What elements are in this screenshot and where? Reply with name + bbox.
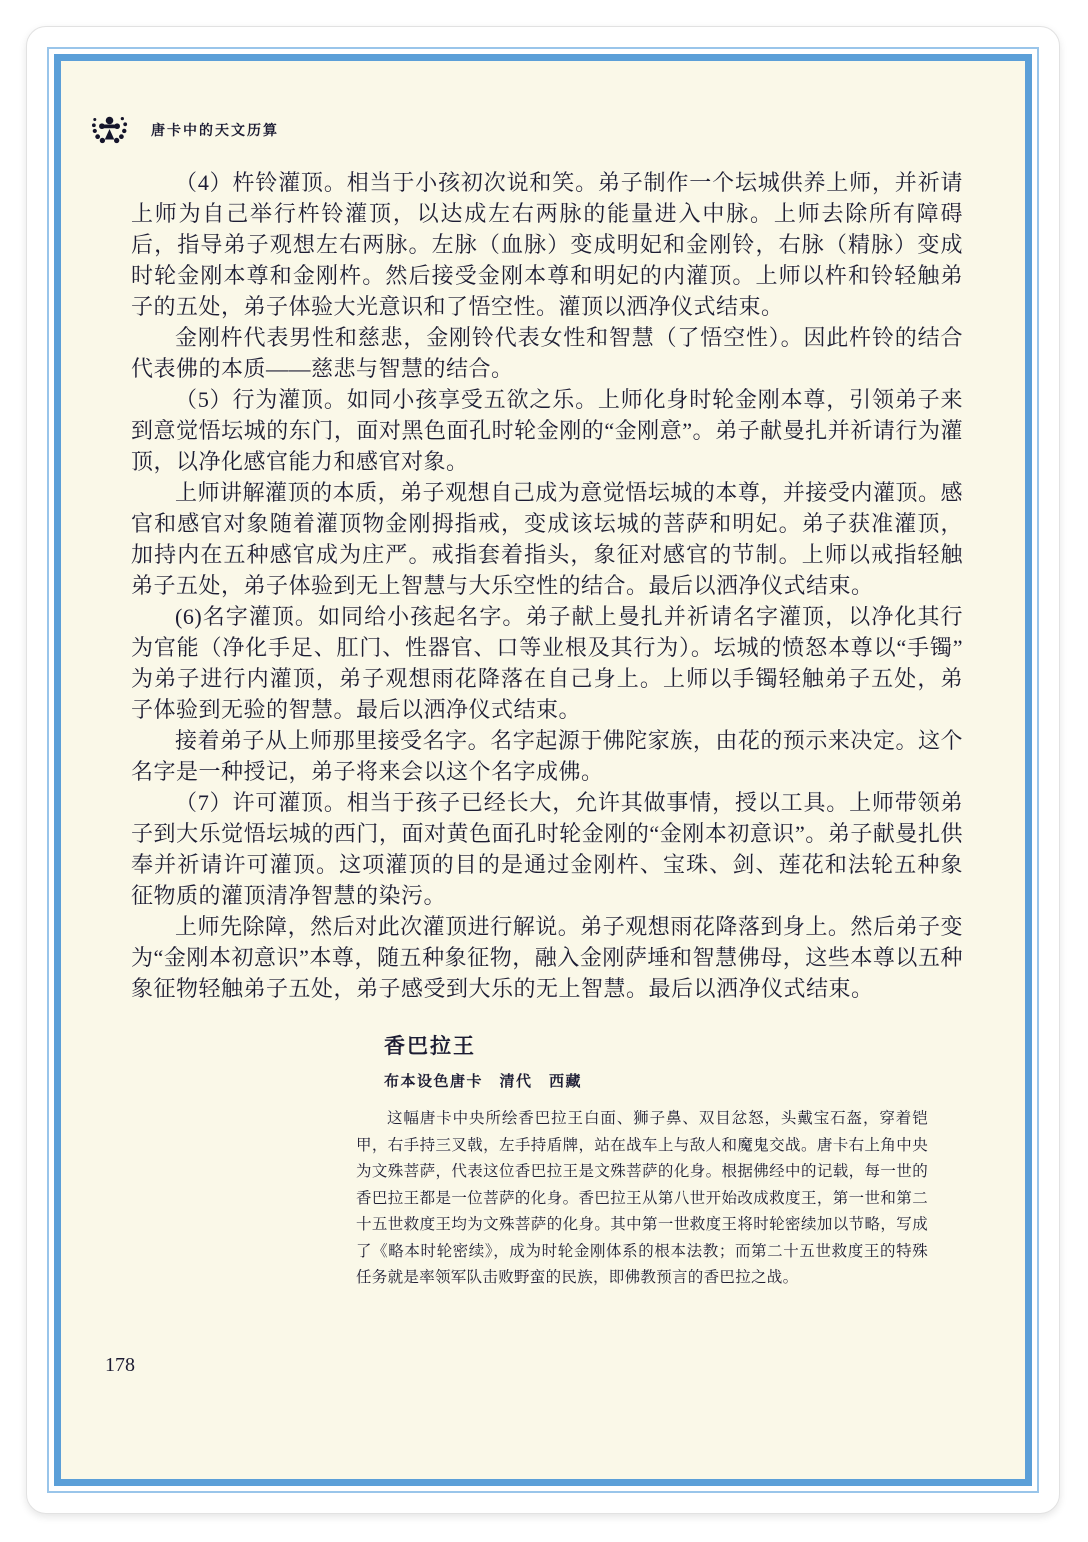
plate-caption: 这幅唐卡中央所绘香巴拉王白面、狮子鼻、双目忿怒，头戴宝石盔，穿着铠甲，右手持三叉戟，左手持盾牌，站在战车上与敌人和魔鬼交战。唐卡右上角中央为文殊菩萨，代表这位香巴拉王是文殊菩萨的化身。根据佛经中的记载，每一世的香巴拉王都是一位菩萨的化身。香巴拉王从第八世开始改成救度王，第一世和第二十五世救度王均为文殊菩萨的化身。其中第一世救度王将时轮密续加以节略，写成了《略本时轮密续》，成为时轮金刚体系的根本法教；而第二十五世救度王的特殊任务就是率领军队击败野蛮的民族，即佛教预言的香巴拉之战。 [356, 1110, 928, 1286]
paragraph-empowerment-5: （5）行为灌顶。如同小孩享受五欲之乐。上师化身时轮金刚本尊，引领弟子来到意觉悟坛城的东门，面对黑色面孔时轮金刚的“金刚意”。弟子献曼扎并祈请行为灌顶，以净化感官能力和感官对象。 [131, 387, 963, 474]
book-title: 唐卡中的天文历算 [151, 122, 279, 138]
running-header [91, 109, 963, 151]
page-number: 178 [105, 1354, 135, 1376]
paragraph-empowerment-7: （7）许可灌顶。相当于孩子已经长大，允许其做事情，授以工具。上师带领弟子到大乐觉悟坛城的西门，面对黄色面孔时轮金刚的“金刚本初意识”。弟子献曼扎供奉并祈请许可灌顶。这项灌顶的目的是通过金刚杵、宝珠、剑、莲花和法轮五种象征物质的灌顶清净智慧的染污。 [131, 790, 963, 908]
paragraph-empowerment-6: (6)名字灌顶。如同给小孩起名字。弟子献上曼扎并祈请名字灌顶，以净化其行为官能（净化手足、肛门、性器官、口等业根及其行为）。坛城的愤怒本尊以“手镯”为弟子进行内灌顶，弟子观想雨花降落在自己身上。上师以手镯轻触弟子五处，弟子体验到无验的智慧。最后以洒净仪式结束。 [131, 604, 963, 722]
publisher-emblem-icon [91, 112, 129, 148]
book-page [26, 26, 1060, 1514]
plate-description [356, 1030, 928, 1292]
body-text [131, 167, 963, 1004]
page-border-frame [47, 47, 1039, 1493]
paragraph-name-origin: 接着弟子从上师那里接受名字。名字起源于佛陀家族，由花的预示来决定。这个名字是一种授记，弟子将来会以这个名字成佛。 [131, 728, 963, 784]
paragraph-empowerment-4: （4）杵铃灌顶。相当于小孩初次说和笑。弟子制作一个坛城供养上师，并祈请上师为自己举行杵铃灌顶，以达成左右两脉的能量进入中脉。上师去除所有障碍后，指导弟子观想左右两脉。左脉（血脉）变成明妃和金刚铃，右脉（精脉）变成时轮金刚本尊和金刚杵。然后接受金刚本尊和明妃的内灌顶。上师以杵和铃轻触弟子的五处，弟子体验大光意识和了悟空性。灌顶以洒净仪式结束。 [131, 170, 963, 319]
page-content [61, 61, 1025, 1479]
page-border-inner [54, 54, 1032, 1486]
paragraph-vajra-bell-symbolism: 金刚杵代表男性和慈悲，金刚铃代表女性和智慧（了悟空性）。因此杵铃的结合代表佛的本质——慈悲与智慧的结合。 [131, 325, 963, 381]
paragraph-empowerment-5-detail: 上师讲解灌顶的本质，弟子观想自己成为意觉悟坛城的本尊，并接受内灌顶。感官和感官对象随着灌顶物金刚拇指戒，变成该坛城的菩萨和明妃。弟子获准灌顶，加持内在五种感官成为庄严。戒指套着指头，象征对感官的节制。上师以戒指轻触弟子五处，弟子体验到无上智慧与大乐空性的结合。最后以洒净仪式结束。 [131, 480, 963, 598]
plate-medium: 布本设色唐卡 清代 西藏 [384, 1073, 583, 1090]
paragraph-empowerment-7-detail: 上师先除障，然后对此次灌顶进行解说。弟子观想雨花降落到身上。然后弟子变为“金刚本初意识”本尊，随五种象征物，融入金刚萨埵和智慧佛母，这些本尊以五种象征物轻触弟子五处，弟子感受到大乐的无上智慧。最后以洒净仪式结束。 [131, 914, 963, 1001]
plate-title: 香巴拉王 [384, 1035, 476, 1058]
